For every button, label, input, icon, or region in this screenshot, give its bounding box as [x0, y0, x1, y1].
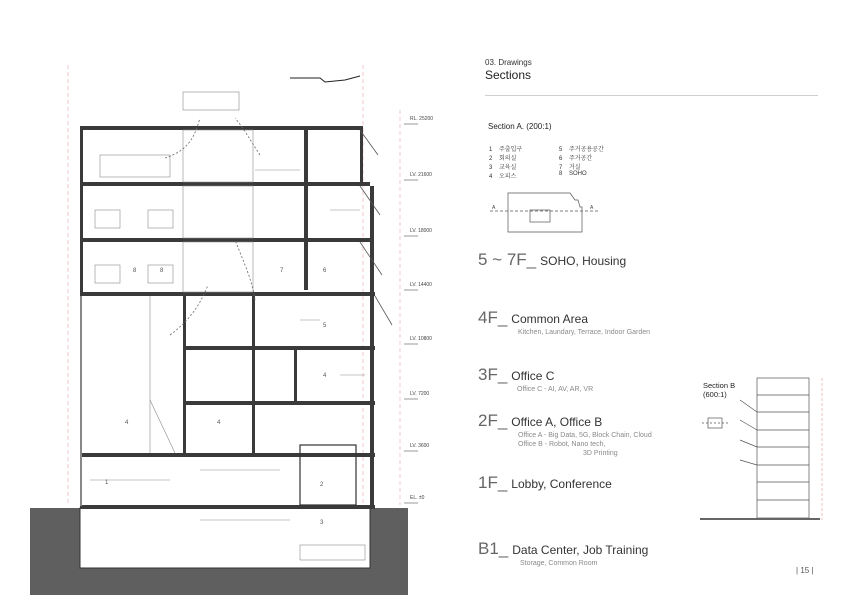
- legend-item: 3 교육실: [489, 165, 517, 171]
- floor-entry: [478, 539, 648, 568]
- legend-item: 5 주거공용공간: [559, 147, 604, 153]
- floor-level: 3F_: [478, 365, 508, 384]
- section-b-drawing: [702, 378, 822, 520]
- legend-item: 2 회의실: [489, 156, 517, 162]
- elevation-label: RL. 25200: [410, 116, 434, 122]
- floor-entry: [478, 411, 652, 458]
- grid-lines: [68, 65, 400, 505]
- legend-item: 7 거실: [559, 165, 581, 171]
- legend-item: 4 오피스: [489, 174, 517, 180]
- basement-void: [80, 508, 370, 568]
- floor-entry: [478, 365, 593, 394]
- room-label: 3: [320, 520, 324, 526]
- section-a-keyplan: [490, 193, 600, 232]
- section-b-ground: [700, 518, 820, 520]
- floor-description: Office A - Big Data, 5G, Block Chain, Cloud: [518, 432, 652, 439]
- floor-entry: [478, 250, 626, 270]
- room-label: 5: [323, 323, 327, 329]
- floor-description: 3D Printing: [583, 450, 618, 457]
- legend-item: 6 주거공간: [559, 156, 593, 162]
- floor-description: Storage, Common Room: [520, 560, 598, 567]
- elevation-label: LV. 18000: [410, 228, 432, 234]
- floor-name: Common Area: [511, 312, 588, 326]
- room-label: 4: [323, 373, 327, 379]
- floor-description: Office C - AI, AV, AR, VR: [517, 386, 594, 393]
- elevation-label: LV. 21600: [410, 172, 432, 178]
- keyplan-marker-right: A: [590, 205, 594, 211]
- floor-level: 1F_: [478, 473, 508, 492]
- keyplan-marker-left: A: [492, 205, 496, 211]
- floor-description: Office B - Robot, Nano tech,: [518, 441, 606, 448]
- elevation-label: LV. 7200: [410, 391, 430, 397]
- room-label: 4: [125, 420, 129, 426]
- roof-detail: [183, 76, 360, 110]
- floor-level: 5 ~ 7F_: [478, 250, 537, 269]
- interior-linework: [90, 130, 365, 560]
- header-subtitle: 03. Drawings: [485, 58, 532, 67]
- floor-name: Office A, Office B: [511, 415, 603, 429]
- room-label: 8: [133, 268, 137, 274]
- legend-item: 1 주출입구: [489, 147, 523, 153]
- floor-level: B1_: [478, 539, 509, 558]
- page-title: Sections: [485, 68, 532, 82]
- floor-name: Office C: [511, 369, 555, 383]
- floor-name: Lobby, Conference: [511, 477, 612, 491]
- floor-description: Kitchen, Laundary, Terrace, Indoor Garden: [518, 329, 651, 336]
- elevation-label: LV. 14400: [410, 282, 432, 288]
- room-label: 2: [320, 482, 324, 488]
- section-b-title: Section B (600:1): [703, 381, 736, 399]
- floor-name: Data Center, Job Training: [512, 543, 649, 557]
- elevation-label: LV. 10800: [410, 336, 432, 342]
- room-label: 1: [105, 480, 109, 486]
- floor-entry: [478, 308, 650, 337]
- floor-level: 4F_: [478, 308, 508, 327]
- page-number: | 15 |: [796, 566, 814, 575]
- floor-slabs: [80, 126, 375, 509]
- legend-item: 8 SOHO: [559, 171, 587, 177]
- room-label: 4: [217, 420, 221, 426]
- room-label: 8: [160, 268, 164, 274]
- airflow-arrows: [165, 118, 260, 335]
- header-divider: [485, 95, 818, 96]
- elevation-label: LV. 3600: [410, 443, 430, 449]
- floor-name: SOHO, Housing: [540, 254, 627, 268]
- section-a-legend: [489, 144, 604, 180]
- room-label: 7: [280, 268, 284, 274]
- floor-level: 2F_: [478, 411, 508, 430]
- elevation-label: EL. ±0: [410, 495, 425, 501]
- section-a-title: Section A. (200:1): [488, 122, 552, 131]
- floor-entry: [478, 473, 612, 493]
- room-label: 6: [323, 268, 327, 274]
